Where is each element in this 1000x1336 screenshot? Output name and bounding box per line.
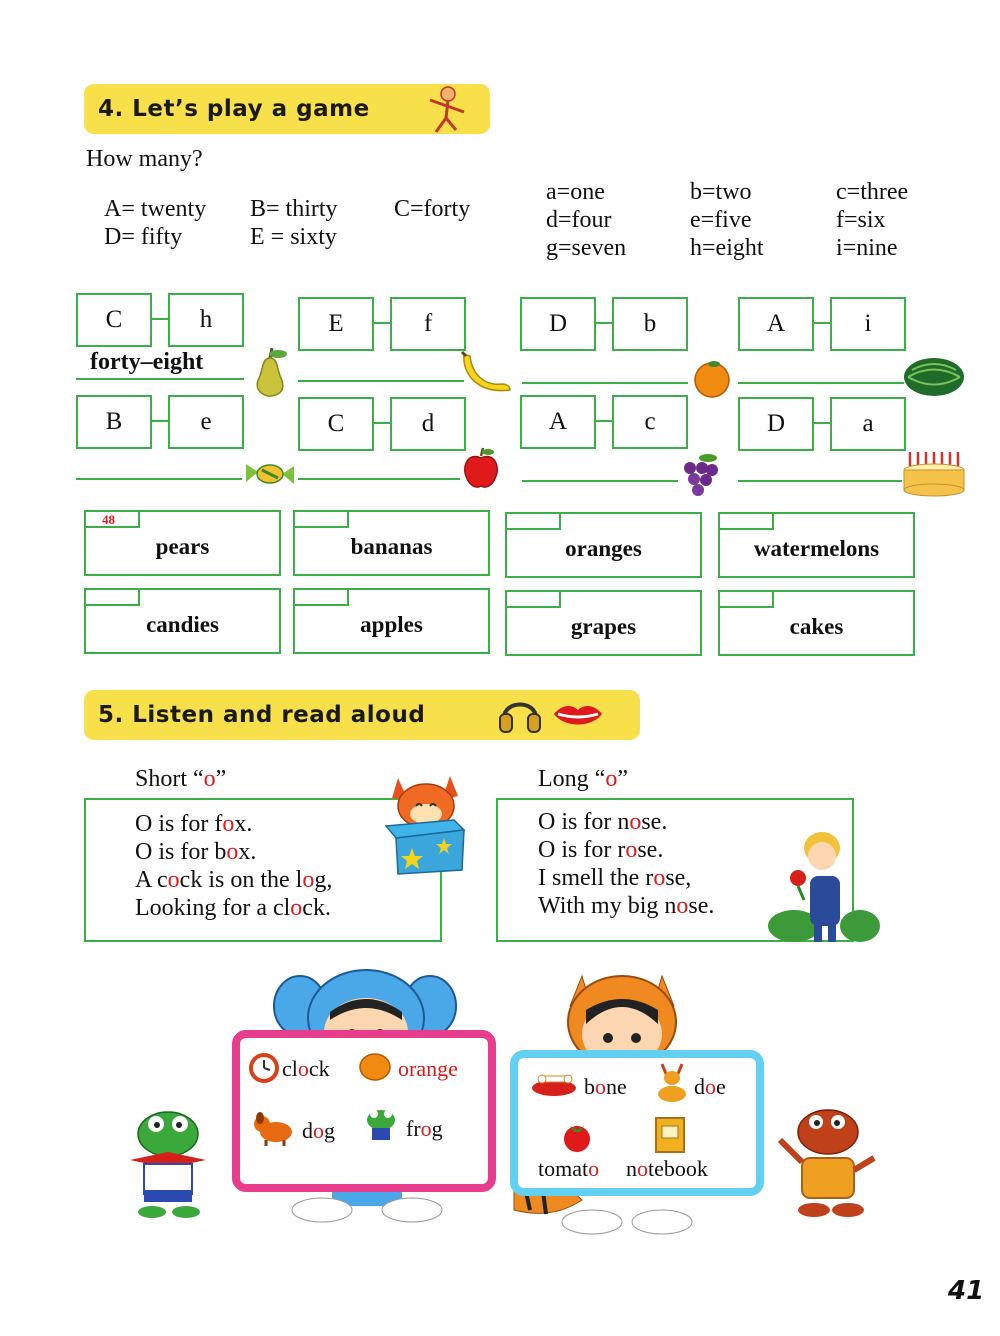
brown-frog-character <box>772 1100 882 1222</box>
ones-letter-box: e <box>168 395 244 449</box>
fox-in-box-illustration <box>382 768 468 878</box>
card-label: apples <box>360 612 423 637</box>
card-label: grapes <box>570 614 637 639</box>
card-label: bananas <box>350 534 433 559</box>
card-label: pears <box>155 534 210 559</box>
long-o-heading <box>538 766 628 793</box>
fruit-count-card[interactable] <box>84 510 281 576</box>
ones-letter-box: h <box>168 293 244 347</box>
word-dog: dog <box>302 1118 335 1143</box>
section5-title: 5. Listen and read aloud <box>98 702 426 728</box>
answer-line[interactable] <box>76 378 244 380</box>
tens-letter-box: D <box>738 397 814 451</box>
poem-line: O is for box. <box>135 839 257 865</box>
count-slot[interactable] <box>507 514 561 530</box>
answer-line[interactable] <box>738 382 904 384</box>
connector <box>594 322 612 324</box>
apple-icon <box>460 446 502 490</box>
dog-icon <box>252 1112 298 1146</box>
fruit-count-card[interactable] <box>718 590 915 656</box>
boy-smelling-rose-illustration <box>764 826 880 944</box>
poem-line: I smell the rose, <box>538 865 692 891</box>
answer-line[interactable] <box>522 480 678 482</box>
word-tomato: tomato <box>538 1156 600 1181</box>
ones-legend-item: a=one <box>546 179 605 205</box>
heading-letter: o <box>203 766 216 792</box>
fruit-count-card[interactable] <box>505 590 702 656</box>
fruit-count-card[interactable] <box>505 512 702 578</box>
frog-icon <box>362 1106 400 1146</box>
ones-letter-box: d <box>390 397 466 451</box>
connector <box>150 318 168 320</box>
poem-line: With my big nose. <box>538 893 715 919</box>
ones-legend-item: e=five <box>690 207 752 233</box>
ones-legend-item: b=two <box>690 179 752 205</box>
word-notebook: notebook <box>626 1156 708 1181</box>
cake-icon <box>900 448 968 498</box>
tens-letter-box: A <box>738 297 814 351</box>
how-many-question: How many? <box>86 146 203 172</box>
banana-icon <box>458 350 514 398</box>
tens-legend-item: E = sixty <box>250 224 337 250</box>
ones-letter-box: i <box>830 297 906 351</box>
ones-legend-item: f=six <box>836 207 886 233</box>
tens-letter-box: B <box>76 395 152 449</box>
tens-legend-item: B= thirty <box>250 196 338 222</box>
poem-line: Looking for a clock. <box>135 895 331 921</box>
word-doe: doe <box>694 1074 726 1099</box>
connector <box>372 422 390 424</box>
count-slot[interactable] <box>295 590 349 606</box>
ones-legend-item: i=nine <box>836 235 898 261</box>
answer-line[interactable] <box>298 478 460 480</box>
connector <box>812 322 830 324</box>
answer-line[interactable] <box>298 380 464 382</box>
heading-text: Long “ <box>538 766 606 792</box>
word-bone: bone <box>584 1074 627 1099</box>
candy-icon <box>244 458 296 490</box>
tens-legend-item: A= twenty <box>104 196 207 222</box>
ones-letter-box: c <box>612 395 688 449</box>
short-o-poem <box>135 810 332 922</box>
ones-legend-item: g=seven <box>546 235 627 261</box>
lips-icon <box>552 700 604 730</box>
answer-line[interactable] <box>76 478 242 480</box>
headphones-icon[interactable] <box>496 692 544 736</box>
count-slot[interactable] <box>720 592 774 608</box>
clock-icon <box>248 1052 280 1084</box>
poem-line: O is for fox. <box>135 811 253 837</box>
word-orange: orange <box>398 1056 458 1081</box>
connector <box>150 420 168 422</box>
tens-letter-box: A <box>520 395 596 449</box>
poem-line: O is for rose. <box>538 837 664 863</box>
connector <box>812 422 830 424</box>
bone-icon <box>530 1068 580 1098</box>
grapes-icon <box>678 452 722 500</box>
tomato-icon <box>560 1120 594 1154</box>
card-label: oranges <box>565 536 642 561</box>
long-o-poem <box>538 808 714 920</box>
tens-letter-box: C <box>298 397 374 451</box>
card-label: candies <box>146 612 219 637</box>
poem-line: A cock is on the log, <box>135 867 333 893</box>
pear-icon <box>248 346 292 398</box>
fruit-count-card[interactable] <box>293 588 490 654</box>
count-slot[interactable] <box>720 514 774 530</box>
heading-text: ” <box>617 766 628 792</box>
tens-letter-box: D <box>520 297 596 351</box>
ones-letter-box: f <box>390 297 466 351</box>
ones-legend-item: h=eight <box>690 235 764 261</box>
answer-text[interactable]: forty–eight <box>90 349 204 375</box>
heading-letter: o <box>605 766 618 792</box>
fruit-count-card[interactable] <box>718 512 915 578</box>
poem-line: O is for nose. <box>538 809 668 835</box>
answer-line[interactable] <box>738 480 902 482</box>
word-frog: frog <box>406 1116 443 1141</box>
watermelon-icon <box>902 356 966 398</box>
heading-text: Short “ <box>135 766 204 792</box>
short-o-heading <box>135 766 226 793</box>
connector <box>372 322 390 324</box>
ones-legend-item: c=three <box>836 179 909 205</box>
dancing-kid-icon <box>420 84 476 136</box>
count-slot[interactable] <box>86 590 140 606</box>
tens-letter-box: E <box>298 297 374 351</box>
ones-letter-box: a <box>830 397 906 451</box>
deer-icon <box>654 1062 690 1104</box>
tens-letter-box: C <box>76 293 152 347</box>
heading-text: ” <box>215 766 227 792</box>
green-frog-character <box>116 1104 222 1220</box>
notebook-icon <box>654 1116 686 1154</box>
orange-icon <box>690 358 734 398</box>
card-label: watermelons <box>753 536 880 561</box>
answer-line[interactable] <box>522 382 688 384</box>
card-label: cakes <box>789 614 844 639</box>
page-number: 41 <box>948 1276 985 1306</box>
count-slot[interactable]: 48 <box>86 512 140 528</box>
fruit-count-card[interactable] <box>293 510 490 576</box>
ones-letter-box: b <box>612 297 688 351</box>
ones-legend-item: d=four <box>546 207 612 233</box>
connector <box>594 420 612 422</box>
fruit-count-card[interactable] <box>84 588 281 654</box>
word-clock: clock <box>282 1056 330 1081</box>
count-slot[interactable] <box>507 592 561 608</box>
tens-legend-item: C=forty <box>394 196 471 222</box>
tens-legend-item: D= fifty <box>104 224 183 250</box>
section4-title: 4. Let’s play a game <box>98 96 370 122</box>
count-slot[interactable] <box>295 512 349 528</box>
orange-icon <box>358 1052 392 1082</box>
